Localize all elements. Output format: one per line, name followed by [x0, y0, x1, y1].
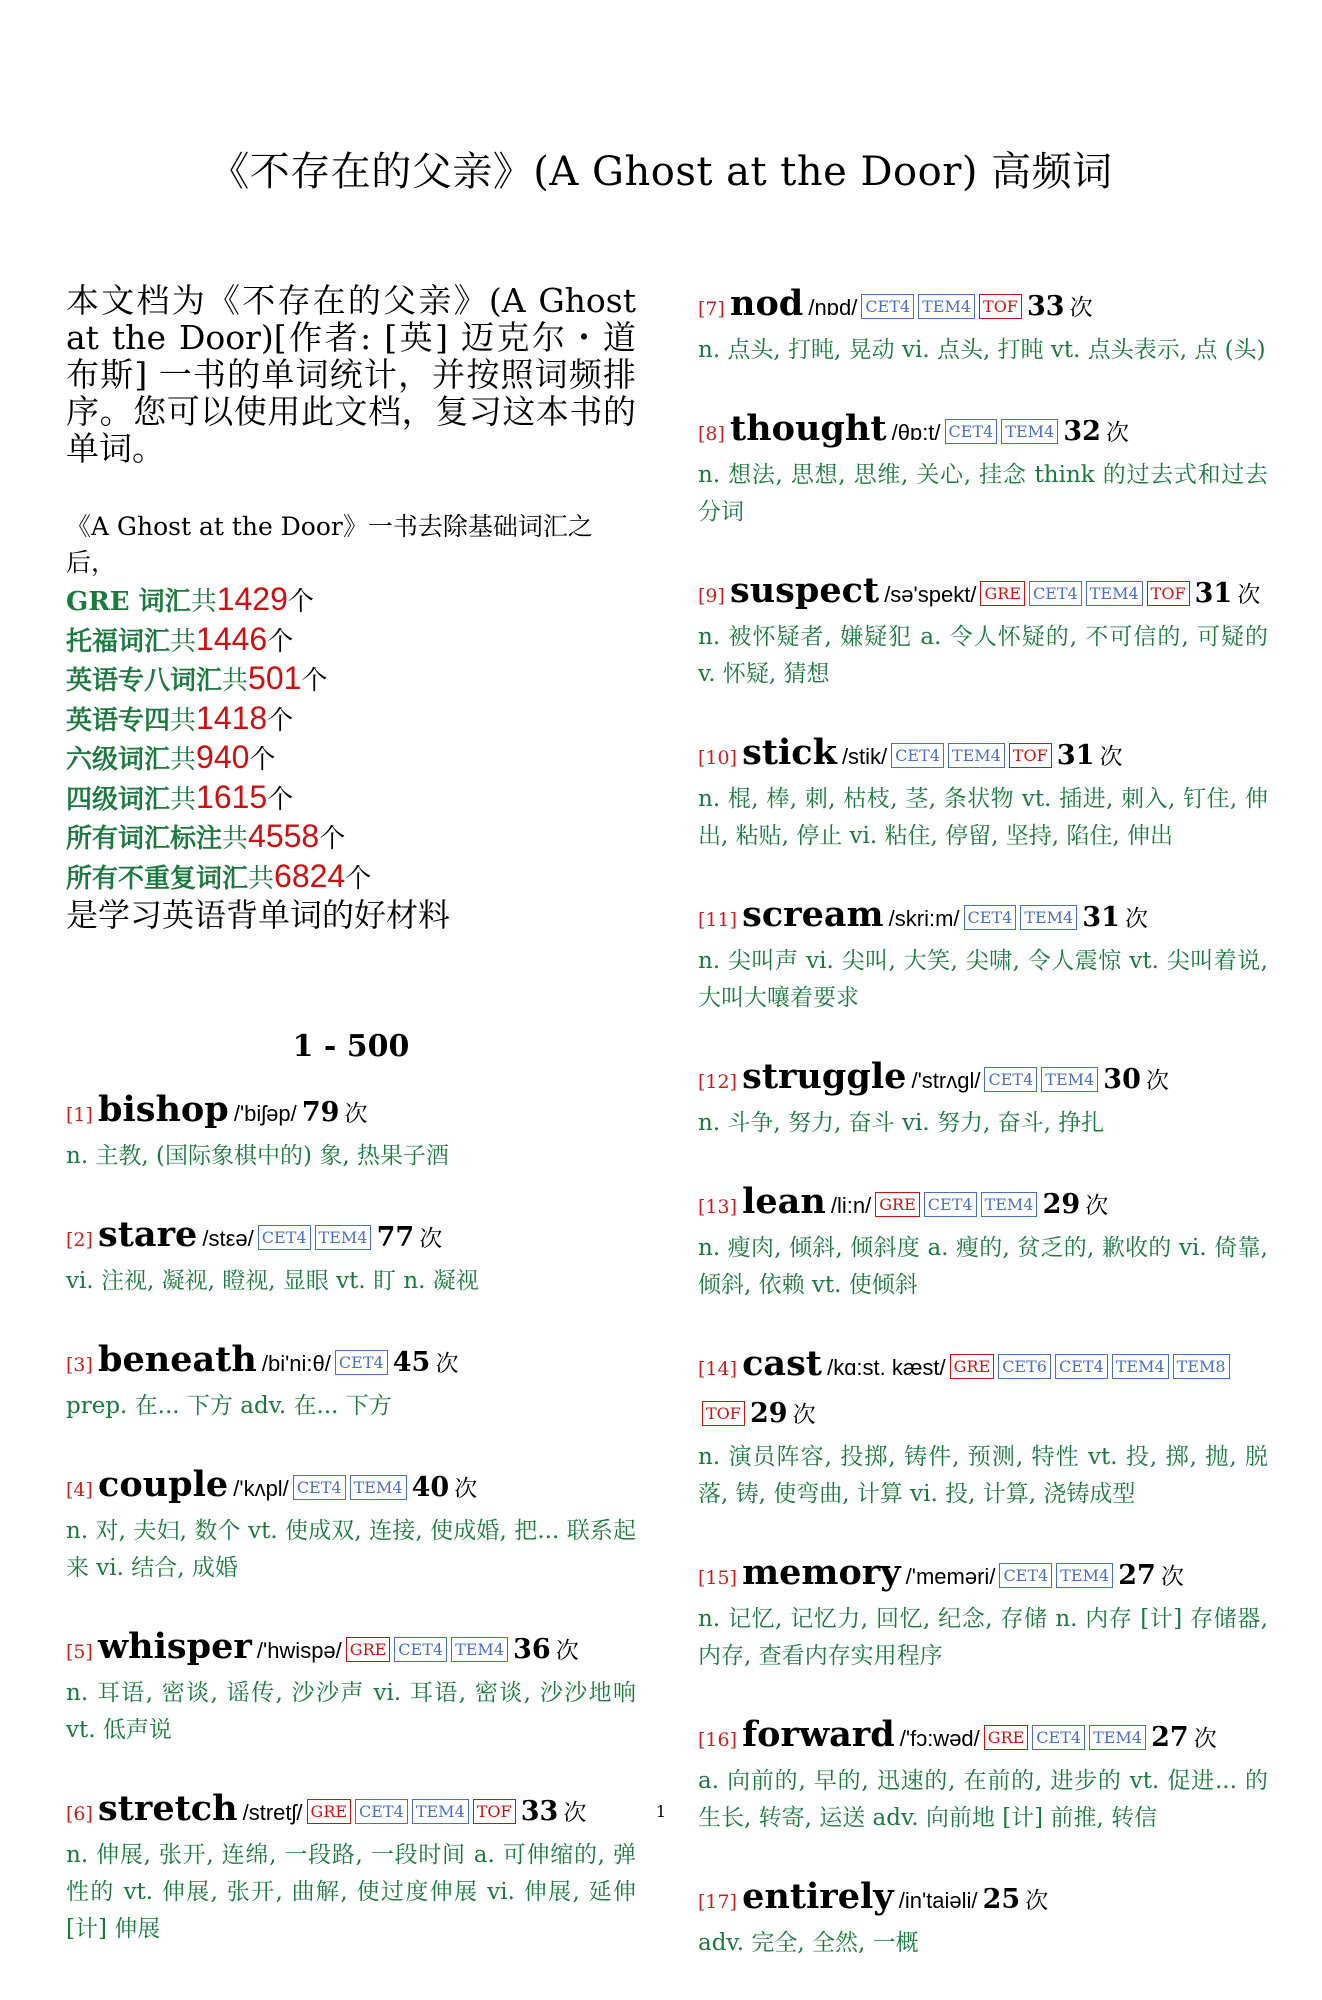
exam-tag: CET4: [891, 743, 944, 768]
count-suffix: 次: [1145, 1068, 1169, 1094]
entry-count: 31: [1082, 902, 1120, 933]
exam-tag: CET4: [1055, 1354, 1108, 1379]
count-suffix: 次: [344, 1101, 368, 1127]
entry-count: 29: [749, 1398, 788, 1429]
entry-word: stick: [742, 732, 837, 773]
entry-count: 33: [520, 1796, 559, 1827]
exam-tag: TEM4: [1089, 1725, 1146, 1750]
entry-count: 79: [301, 1097, 340, 1128]
left-column: [66, 282, 636, 1986]
entry-head: [698, 1342, 1268, 1439]
stat-tem8: 英语专八词汇共501个: [66, 660, 328, 696]
entry-count: 31: [1194, 578, 1233, 609]
exam-tag: CET4: [1032, 1725, 1085, 1750]
entry-count: 36: [513, 1634, 551, 1665]
entry-index: [9]: [698, 585, 725, 607]
exam-tag: TEM4: [350, 1475, 407, 1500]
entry-phonetic: /'hwispə/: [256, 1638, 342, 1663]
entry-count: 31: [1056, 740, 1095, 771]
entry-word: couple: [98, 1464, 229, 1505]
exam-tag: TEM4: [451, 1637, 508, 1662]
exam-tag: TEM8: [1173, 1354, 1230, 1379]
stat-all-unique: 所有不重复词汇共6824个: [66, 857, 372, 894]
exam-tag: TEM4: [1020, 905, 1077, 930]
entry-count: 29: [1042, 1189, 1081, 1220]
entry-phonetic: /θɒ:t/: [891, 420, 941, 445]
exam-tag: TOF: [979, 294, 1022, 319]
count-suffix: 次: [454, 1476, 478, 1502]
entry-head: [698, 893, 1268, 943]
entry-phonetic: /'meməri/: [905, 1564, 996, 1589]
count-suffix: 次: [1106, 420, 1129, 446]
entry-index: [13]: [698, 1196, 738, 1218]
entry-word: forward: [742, 1714, 895, 1755]
count-suffix: 次: [1085, 1193, 1109, 1219]
entry-word: nod: [730, 283, 804, 324]
count-suffix: 次: [1237, 582, 1261, 608]
entry-word: whisper: [98, 1626, 252, 1667]
entry-phonetic: /nɒd/: [808, 295, 858, 320]
vocab-entry: [698, 1055, 1268, 1142]
entry-word: thought: [730, 408, 887, 449]
exam-tag: CET4: [945, 419, 998, 444]
entry-word: stretch: [98, 1788, 238, 1829]
entry-count: 27: [1151, 1722, 1189, 1753]
entry-index: [15]: [698, 1567, 738, 1589]
entry-phonetic: /sə'spekt/: [884, 582, 977, 607]
entry-head: [66, 1463, 636, 1513]
count-suffix: 次: [1193, 1726, 1217, 1752]
vocab-entry: [66, 1213, 636, 1300]
count-suffix: 次: [792, 1402, 816, 1428]
entry-head: [698, 1551, 1268, 1601]
range-heading: 1 - 500: [292, 1029, 410, 1064]
entry-head: [698, 1875, 1268, 1925]
entry-word: cast: [742, 1343, 822, 1384]
entry-index: [2]: [66, 1229, 93, 1251]
entry-index: [12]: [698, 1071, 738, 1093]
entry-index: [1]: [66, 1104, 93, 1126]
entry-definition: n. 对, 夫妇, 数个 vt. 使成双, 连接, 使成婚, 把... 联系起来 vi. 结合, 成婚: [66, 1518, 636, 1581]
entry-head: [698, 1055, 1268, 1105]
stat-cet6: 六级词汇共940个: [66, 739, 276, 775]
stats-intro: 《A Ghost at the Door》一书去除基础词汇之后，: [66, 512, 593, 577]
exam-tag: TEM4: [412, 1799, 469, 1824]
entry-index: [8]: [698, 423, 725, 445]
exam-tag: CET4: [335, 1350, 388, 1375]
entry-head: [698, 569, 1268, 619]
exam-tag: TOF: [702, 1401, 745, 1426]
entry-word: memory: [742, 1552, 901, 1593]
entry-definition: n. 被怀疑者, 嫌疑犯 a. 令人怀疑的, 不可信的, 可疑的 v. 怀疑, 猜想: [698, 624, 1268, 687]
entry-definition: n. 主教, (国际象棋中的) 象, 热果子酒: [66, 1143, 449, 1169]
entry-word: struggle: [742, 1056, 907, 1097]
exam-tag: TEM4: [1041, 1067, 1098, 1092]
entry-definition: a. 向前的, 早的, 迅速的, 在前的, 进步的 vt. 促进... 的生长, 转寄, 运送 adv. 向前地 [计] 前推, 转信: [698, 1768, 1268, 1831]
exam-tag: TEM4: [315, 1225, 372, 1250]
entry-head: [698, 1180, 1268, 1230]
stat-cet4: 四级词汇共1615个: [66, 778, 294, 815]
entry-phonetic: /'fɔ:wəd/: [899, 1726, 980, 1751]
entry-count: 25: [982, 1884, 1021, 1915]
entry-phonetic: /kɑ:st. kæst/: [827, 1355, 946, 1380]
entry-head: [698, 731, 1268, 781]
entry-head: [698, 1713, 1268, 1763]
entry-index: [10]: [698, 747, 738, 769]
entry-count: 45: [392, 1347, 431, 1378]
entry-word: scream: [742, 894, 884, 935]
entry-definition: vi. 注视, 凝视, 瞪视, 显眼 vt. 盯 n. 凝视: [66, 1268, 479, 1294]
exam-tag: GRE: [307, 1799, 352, 1824]
exam-tag: CET4: [1029, 581, 1082, 606]
entry-phonetic: /stεə/: [202, 1226, 254, 1251]
entry-word: suspect: [730, 570, 880, 611]
exam-tag: TOF: [1147, 581, 1190, 606]
exam-tag: GRE: [984, 1725, 1029, 1750]
exam-tag: CET4: [964, 905, 1017, 930]
exam-tag: TEM4: [948, 743, 1005, 768]
exam-tag: TEM4: [1056, 1563, 1113, 1588]
exam-tag: CET4: [861, 294, 914, 319]
exam-tag: TOF: [473, 1799, 516, 1824]
exam-tag: CET4: [355, 1799, 408, 1824]
count-suffix: 次: [1069, 295, 1093, 321]
entry-definition: adv. 完全, 全然, 一概: [698, 1930, 919, 1956]
entry-definition: n. 演员阵容, 投掷, 铸件, 预测, 特性 vt. 投, 掷, 抛, 脱落, 铸, 使弯曲, 计算 vi. 投, 计算, 浇铸成型: [698, 1444, 1268, 1507]
exam-tag: TEM4: [918, 294, 975, 319]
exam-tag: CET4: [258, 1225, 311, 1250]
stat-all-tagged: 所有词汇标注共4558个: [66, 818, 346, 854]
vocab-entry: [698, 1342, 1268, 1513]
entry-index: [14]: [698, 1358, 738, 1380]
entry-definition: n. 棍, 棒, 刺, 枯枝, 茎, 条状物 vt. 插进, 刺入, 钉住, 伸出, 粘贴, 停止 vi. 粘住, 停留, 坚持, 陷住, 伸出: [698, 786, 1268, 849]
exam-tag: CET4: [394, 1637, 447, 1662]
vocab-entry: [698, 731, 1268, 855]
vocab-entry: [698, 1875, 1268, 1962]
entry-count: 30: [1103, 1064, 1141, 1095]
stat-gre: GRE 词汇共1429个: [66, 581, 314, 617]
right-column: [698, 282, 1268, 2000]
exam-tag: TEM4: [1086, 581, 1143, 606]
entry-head: [698, 407, 1268, 457]
entry-head: [66, 1338, 636, 1388]
entry-head: [698, 282, 1268, 332]
vocab-entry: [66, 1625, 636, 1749]
entry-index: [16]: [698, 1729, 738, 1751]
entry-phonetic: /'biʃəp/: [233, 1101, 297, 1126]
vocab-entry: [698, 407, 1268, 531]
count-suffix: 次: [435, 1351, 459, 1377]
entry-definition: n. 耳语, 密谈, 谣传, 沙沙声 vi. 耳语, 密谈, 沙沙地响 vt. 低声说: [66, 1680, 636, 1743]
entry-phonetic: /stik/: [841, 744, 888, 769]
vocab-entry: [698, 1180, 1268, 1304]
entry-definition: n. 伸展, 张开, 连绵, 一段路, 一段时间 a. 可伸缩的, 弹性的 vt. 伸展, 张开, 曲解, 使过度伸展 vi. 伸展, 延伸 [计] 伸展: [66, 1842, 636, 1942]
entry-count: 32: [1063, 416, 1101, 447]
entry-definition: prep. 在... 下方 adv. 在... 下方: [66, 1393, 392, 1419]
entry-index: [17]: [698, 1891, 738, 1913]
count-suffix: 次: [563, 1800, 587, 1826]
entry-index: [4]: [66, 1479, 93, 1501]
entry-word: stare: [98, 1214, 198, 1255]
entry-word: bishop: [98, 1089, 229, 1130]
entry-phonetic: /'kʌpl/: [233, 1476, 289, 1501]
page-title: 《不存在的父亲》(A Ghost at the Door) 高频词: [209, 149, 1113, 195]
entry-head: [66, 1088, 636, 1138]
vocab-entry: [698, 569, 1268, 693]
exam-tag: TOF: [1009, 743, 1052, 768]
entry-count: 40: [411, 1472, 450, 1503]
entry-phonetic: /skri:m/: [888, 906, 960, 931]
page-number: 1: [655, 1802, 667, 1821]
vocab-entry: [66, 1463, 636, 1587]
entry-word: lean: [742, 1181, 826, 1222]
exam-tag: CET4: [999, 1563, 1052, 1588]
entry-word: beneath: [98, 1339, 257, 1380]
entry-phonetic: /'strʌgl/: [911, 1068, 981, 1093]
entry-index: [7]: [698, 298, 725, 320]
exam-tag: CET4: [293, 1475, 346, 1500]
exam-tag: GRE: [950, 1354, 995, 1379]
entry-definition: n. 想法, 思想, 思维, 关心, 挂念 think 的过去式和过去分词: [698, 462, 1268, 525]
count-suffix: 次: [419, 1226, 443, 1252]
intro-paragraph: 本文档为《不存在的父亲》(A Ghost at the Door)[作者: [英] 迈克尔・道布斯] 一书的单词统计，并按照词频排序。您可以使用此文档，复习这本书的单词。: [66, 281, 636, 468]
vocab-entry: [66, 1088, 636, 1175]
stats-list: [66, 581, 636, 897]
exam-tag: TEM4: [1112, 1354, 1169, 1379]
stat-toefl: 托福词汇共1446个: [66, 620, 294, 657]
exam-tag: TEM4: [981, 1192, 1038, 1217]
entry-definition: n. 瘦肉, 倾斜, 倾斜度 a. 瘦的, 贫乏的, 歉收的 vi. 倚靠, 倾斜, 依赖 vt. 使倾斜: [698, 1235, 1268, 1298]
entry-head: [66, 1213, 636, 1263]
right-entries: [698, 282, 1268, 1962]
entry-index: [3]: [66, 1354, 93, 1376]
entry-count: 27: [1118, 1560, 1156, 1591]
exam-tag: GRE: [346, 1637, 391, 1662]
entry-count: 33: [1027, 291, 1065, 322]
entry-definition: n. 记忆, 记忆力, 回忆, 纪念, 存储 n. 内存 [计] 存储器, 内存, 查看内存实用程序: [698, 1606, 1268, 1669]
count-suffix: 次: [1099, 744, 1123, 770]
vocab-entry: [698, 282, 1268, 369]
closing-line: 是学习英语背单词的好材料: [66, 896, 451, 934]
vocab-entry: [698, 893, 1268, 1017]
entry-count: 77: [376, 1222, 415, 1253]
exam-tag: CET6: [998, 1354, 1051, 1379]
vocab-entry: [698, 1551, 1268, 1675]
exam-tag: GRE: [875, 1192, 920, 1217]
count-suffix: 次: [1025, 1888, 1049, 1914]
stat-tem4: 英语专四共1418个: [66, 699, 294, 736]
exam-tag: CET4: [924, 1192, 977, 1217]
entry-definition: n. 尖叫声 vi. 尖叫, 大笑, 尖啸, 令人震惊 vt. 尖叫着说, 大叫大嚷着要求: [698, 948, 1268, 1011]
entry-phonetic: /bi'ni:θ/: [261, 1351, 331, 1376]
entry-phonetic: /li:n/: [830, 1193, 872, 1218]
entry-index: [5]: [66, 1641, 93, 1663]
exam-tag: GRE: [980, 581, 1025, 606]
exam-tag: TEM4: [1001, 419, 1058, 444]
entry-index: [11]: [698, 909, 738, 931]
entry-phonetic: /in'taiəli/: [898, 1888, 978, 1913]
exam-tag: CET4: [984, 1067, 1037, 1092]
entry-definition: n. 斗争, 努力, 奋斗 vi. 努力, 奋斗, 挣扎: [698, 1110, 1105, 1136]
entry-word: entirely: [742, 1876, 894, 1917]
entry-index: [6]: [66, 1803, 93, 1825]
entry-phonetic: /stretʃ/: [242, 1800, 303, 1825]
entry-definition: n. 点头, 打盹, 晃动 vi. 点头, 打盹 vt. 点头表示, 点 (头): [698, 337, 1266, 363]
count-suffix: 次: [555, 1638, 579, 1664]
count-suffix: 次: [1160, 1564, 1184, 1590]
entry-head: [66, 1625, 636, 1675]
vocab-entry: [66, 1338, 636, 1425]
count-suffix: 次: [1125, 906, 1148, 932]
